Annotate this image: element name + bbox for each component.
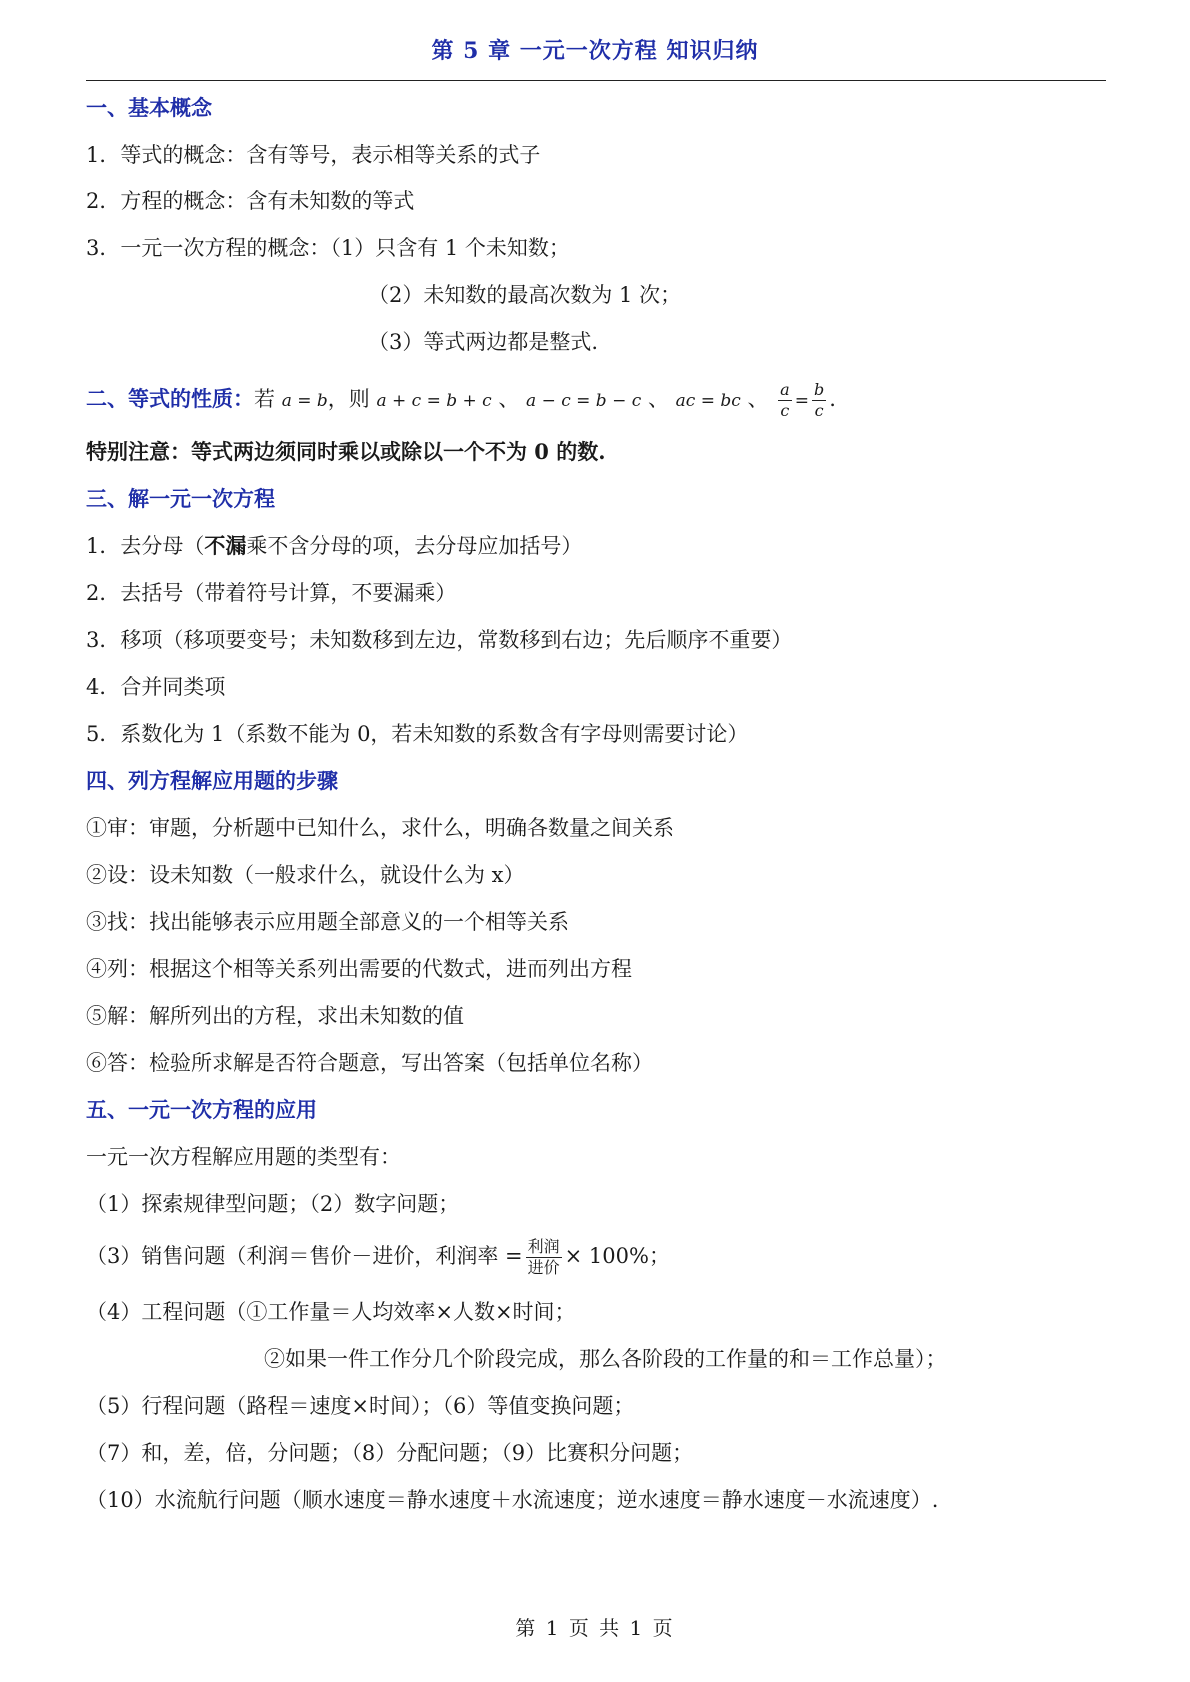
fraction-numerator: b [813,380,825,399]
fraction-denominator: c [780,401,790,420]
separator: 、 [747,387,769,411]
fraction-numerator: a [780,380,790,399]
list-item-sales [86,1234,670,1278]
section-heading-application-steps: 四、列方程解应用题的步骤 [86,768,338,793]
property-formula-subtract: a − c = b − c [526,391,642,411]
page-title: 第 5 章 一元一次方程 知识归纳 [431,38,759,64]
list-item: 3．一元一次方程的概念：（1）只含有 1 个未知数； [86,236,570,260]
equals-sign: = [794,391,809,411]
list-subitem: （3）等式两边都是整式. [368,330,599,354]
if-text: 若 [254,387,275,411]
fraction-denominator: c [814,401,824,420]
list-item: （4）工程问题（①工作量＝人均效率×人数×时间； [86,1300,576,1324]
item-text: 乘不含分母的项，去分母应加括号） [246,534,583,558]
list-item [86,532,582,560]
item-text: 1．去分母（ [86,534,205,558]
section-heading-equality-properties: 二、等式的性质： [86,386,254,411]
list-item: ⑥答：检验所求解是否符合题意，写出答案（包括单位名称） [86,1051,653,1075]
intro-text: 一元一次方程解应用题的类型有： [86,1145,401,1169]
list-subitem: ②如果一件工作分几个阶段完成，那么各阶段的工作量的和＝工作总量）； [264,1347,947,1371]
list-item: ⑤解：解所列出的方程，求出未知数的值 [86,1004,464,1028]
title-divider [86,80,1106,81]
profit-rate-fraction [526,1237,562,1278]
section-heading-basic-concepts: 一、基本概念 [86,95,212,120]
fraction-a-over-c [778,380,792,421]
item-text: × 100%； [564,1244,670,1268]
section-heading-solve-equation: 三、解一元一次方程 [86,486,275,511]
list-item: 4．合并同类项 [86,675,226,699]
list-item: 2．方程的概念：含有未知数的等式 [86,189,415,213]
section-heading-applications: 五、一元一次方程的应用 [86,1097,317,1122]
special-note: 特别注意：等式两边须同时乘以或除以一个不为 0 的数. [86,439,606,464]
then-text: ，则 [327,387,370,411]
list-item: ①审：审题，分析题中已知什么，求什么，明确各数量之间关系 [86,816,674,840]
fraction-numerator: 利润 [527,1237,560,1256]
list-item: ④列：根据这个相等关系列出需要的代数式，进而列出方程 [86,957,632,981]
list-item: 2．去括号（带着符号计算，不要漏乘） [86,581,457,605]
list-item: （10）水流航行问题（顺水速度＝静水速度＋水流速度；逆水速度＝静水速度－水流速度）. [86,1488,939,1512]
property-formula-add: a + c = b + c [376,391,492,411]
separator: 、 [647,387,669,411]
equality-properties-line [86,376,836,422]
emphasis-text: 不漏 [204,533,247,558]
list-item: （5）行程问题（路程＝速度×时间）；（6）等值变换问题； [86,1394,635,1418]
list-item: （7）和，差，倍，分问题；（8）分配问题；（9）比赛积分问题； [86,1441,694,1465]
list-item: 5．系数化为 1（系数不能为 0，若未知数的系数含有字母则需要讨论） [86,722,749,746]
list-item: （1）探索规律型问题；（2）数字问题； [86,1192,460,1216]
list-subitem: （2）未知数的最高次数为 1 次； [368,283,682,307]
item-text: （3）销售问题（利润＝售价－进价，利润率 = [86,1244,523,1268]
fraction-b-over-c [812,380,826,421]
fraction-denominator: 进价 [527,1258,560,1277]
list-item: ③找：找出能够表示应用题全部意义的一个相等关系 [86,910,569,934]
list-item: 3．移项（移项要变号；未知数移到左边，常数移到右边；先后顺序不重要） [86,628,793,652]
condition-formula: a = b [281,391,328,411]
list-item: 1．等式的概念：含有等号，表示相等关系的式子 [86,143,541,167]
separator: 、 [498,387,520,411]
page-footer: 第 1 页 共 1 页 [515,1616,675,1640]
period: . [829,387,836,411]
property-formula-multiply: ac = bc [675,391,741,411]
list-item: ②设：设未知数（一般求什么，就设什么为 x） [86,863,525,887]
